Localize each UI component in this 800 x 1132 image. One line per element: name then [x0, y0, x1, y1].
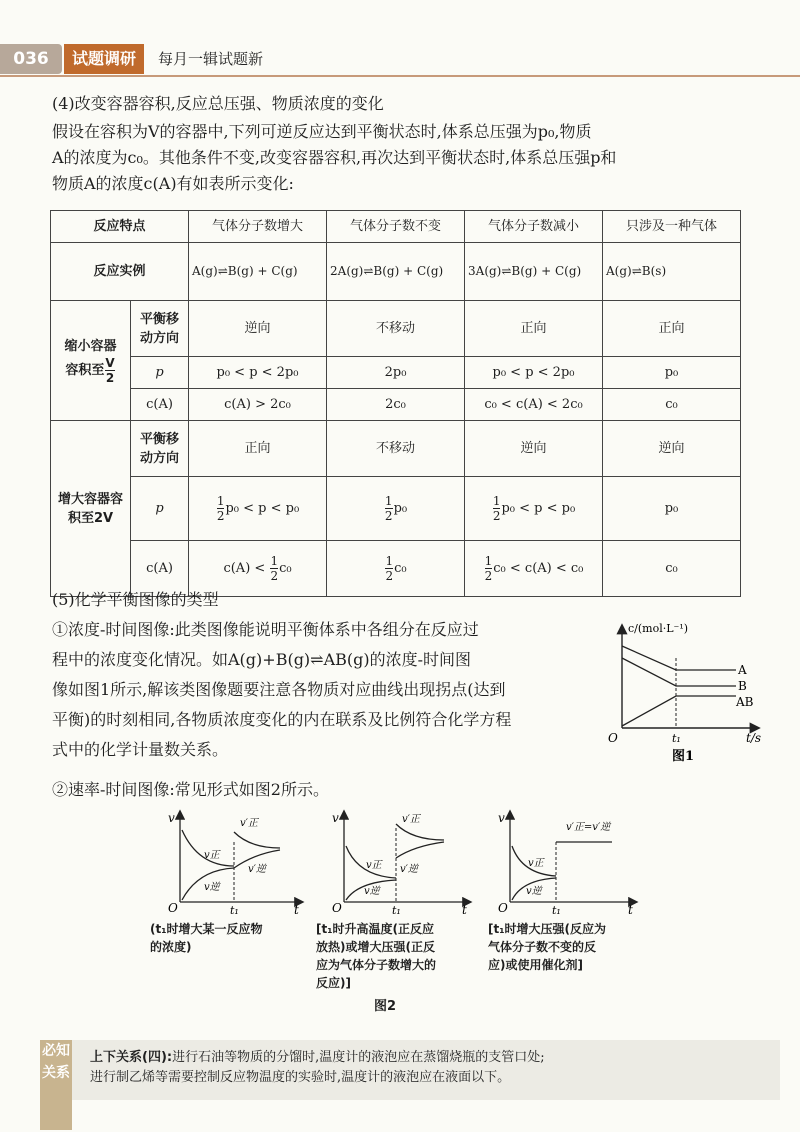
series-B-line: [622, 658, 736, 686]
table-cell: A(g)⇌B(s): [603, 243, 741, 301]
figure-2-graph-3: [494, 806, 644, 918]
section5-para-line: 程中的浓度变化情况。如A(g)+B(g)⇌AB(g)的浓度-时间图: [52, 650, 472, 669]
footer-side-label: 必知关系: [40, 1040, 72, 1130]
table-cell: c₀: [603, 389, 741, 421]
footer-text: [90, 1048, 780, 1088]
v-axis-label: v: [168, 811, 175, 825]
cell-text: p₀: [393, 501, 408, 516]
shrink-row-label: [51, 301, 131, 421]
caption-line: 反应)]: [316, 976, 351, 990]
table-cell: 气体分子数增大: [189, 211, 327, 243]
table-cell: 气体分子数不变: [327, 211, 465, 243]
fraction: [385, 494, 393, 523]
table-cell: 正向: [603, 301, 741, 357]
table-header-cell: c(A): [131, 541, 189, 597]
fraction-numerator: 1: [270, 554, 279, 568]
t-axis-label: t: [294, 903, 299, 917]
v-forward-prime-label: v′正: [240, 818, 258, 829]
table-cell: 气体分子数减小: [465, 211, 603, 243]
fraction: [105, 356, 114, 385]
figure-1-caption: 图1: [672, 749, 695, 764]
table-cell: p₀ < p < 2p₀: [189, 357, 327, 389]
t1-label: t₁: [230, 904, 239, 917]
table-cell: [327, 477, 465, 541]
header-rule: [0, 75, 800, 77]
section4-para-line: 物质A的浓度c(A)有如表所示变化:: [52, 174, 294, 193]
figure-2-caption-2: [316, 920, 486, 992]
table-cell: [465, 477, 603, 541]
section4-para-line: 假设在容积为V的容器中,下列可逆反应达到平衡状态时,体系总压强为p₀,物质: [52, 122, 592, 141]
cell-text: c₀: [279, 561, 292, 576]
table-cell: 逆向: [603, 421, 741, 477]
table-header-cell: 平衡移动方向: [131, 421, 189, 477]
table-cell: [189, 477, 327, 541]
table-row: [51, 211, 741, 243]
table-cell: 正向: [465, 301, 603, 357]
table-header-cell: c(A): [131, 389, 189, 421]
table-header-cell: 平衡移动方向: [131, 301, 189, 357]
v-forward-label: v正: [204, 850, 220, 861]
fraction-denominator: 2: [384, 509, 393, 523]
fraction-denominator: 2: [484, 569, 493, 583]
fraction-numerator: 1: [216, 494, 225, 508]
figure-2-graph-2: [328, 806, 478, 918]
fraction-denominator: 2: [385, 569, 394, 583]
caption-line: 的浓度): [150, 940, 192, 954]
footer-line: 进行制乙烯等需要控制反应物温度的实验时,温度计的液泡应在液面以下。: [90, 1070, 511, 1085]
fraction-denominator: 2: [105, 370, 115, 385]
figure-2-caption-1: [150, 920, 310, 956]
table-cell: p₀: [603, 477, 741, 541]
table-cell: 2p₀: [327, 357, 465, 389]
caption-line: 应)或使用催化剂]: [488, 958, 583, 972]
table-cell: 2c₀: [327, 389, 465, 421]
table-row: [51, 421, 741, 477]
t1-label: t₁: [672, 732, 681, 745]
table-cell: c₀ < c(A) < 2c₀: [465, 389, 603, 421]
t1-label: t₁: [392, 904, 401, 917]
fraction: [217, 494, 225, 523]
table-row: [51, 477, 741, 541]
pressure-concentration-table: [50, 210, 741, 597]
figure-2-title: 图2: [374, 999, 397, 1014]
header-tagline: 每月一辑试题新: [158, 50, 264, 68]
v-forward-prime-label: v′正: [402, 814, 420, 825]
t-axis-label: t: [628, 903, 633, 917]
table-cell: p₀ < p < 2p₀: [465, 357, 603, 389]
table-cell: 只涉及一种气体: [603, 211, 741, 243]
fraction: [385, 554, 393, 583]
v-axis-label: v: [498, 811, 505, 825]
equal-rate-label: v′正=v′逆: [566, 822, 611, 833]
caption-line: (t₁时增大某一反应物: [150, 922, 263, 936]
table-cell: 不移动: [327, 421, 465, 477]
section5-para-2: ②速率-时间图像:常见形式如图2所示。: [52, 780, 329, 799]
table-cell: c₀: [603, 541, 741, 597]
caption-line: 放热)或增大压强(正反: [316, 940, 435, 954]
table-cell: 正向: [189, 421, 327, 477]
fraction-numerator: 1: [492, 494, 501, 508]
v-reverse-label: v逆: [526, 886, 542, 897]
shrink-label-text: 缩小容器: [64, 338, 117, 354]
cell-text: c(A) <: [223, 561, 270, 576]
shrink-label-text: 容积至: [65, 362, 105, 378]
origin-label: O: [332, 901, 342, 915]
caption-line: [t₁时升高温度(正反应: [316, 922, 434, 936]
series-A-label: A: [738, 663, 747, 677]
fraction: [493, 494, 501, 523]
series-AB-label: AB: [736, 695, 754, 709]
section5-para-line: 式中的化学计量数关系。: [52, 740, 229, 759]
origin-label: O: [608, 731, 618, 745]
v-forward-label: v正: [366, 860, 382, 871]
table-cell: A(g)⇌B(g) + C(g): [189, 243, 327, 301]
fraction-denominator: 2: [492, 509, 501, 523]
table-header-cell: 反应实例: [51, 243, 189, 301]
section-badge: 试题调研: [64, 44, 144, 74]
table-cell: 逆向: [189, 301, 327, 357]
y-axis-label: c/(mol·L⁻¹): [628, 622, 689, 635]
caption-line: 应为气体分子数增大的: [316, 958, 437, 972]
t1-label: t₁: [552, 904, 561, 917]
table-header-cell: p: [131, 477, 189, 541]
t-axis-label: t: [462, 903, 467, 917]
table-cell: 3A(g)⇌B(g) + C(g): [465, 243, 603, 301]
section5-heading: (5)化学平衡图像的类型: [52, 590, 219, 609]
fraction-numerator: V: [105, 355, 115, 370]
table-header-cell: 反应特点: [51, 211, 189, 243]
fraction-denominator: 2: [216, 509, 225, 523]
footer-title: 上下关系(四):: [90, 1050, 173, 1065]
table-cell: [327, 541, 465, 597]
fraction: [270, 554, 278, 583]
origin-label: O: [498, 901, 508, 915]
table-cell: c(A) > 2c₀: [189, 389, 327, 421]
cell-text: p₀ < p < p₀: [225, 501, 300, 516]
fraction: [485, 554, 493, 583]
cell-text: p₀ < p < p₀: [501, 501, 576, 516]
table-cell: 逆向: [465, 421, 603, 477]
expand-row-label: 增大容器容积至2V: [51, 421, 131, 597]
section4-heading: (4)改变容器容积,反应总压强、物质浓度的变化: [52, 94, 384, 113]
table-row: [51, 301, 741, 357]
fraction-numerator: 1: [484, 554, 493, 568]
v-reverse-prime-label: v′逆: [400, 864, 418, 875]
table-header-cell: p: [131, 357, 189, 389]
table-cell: 不移动: [327, 301, 465, 357]
origin-label: O: [168, 901, 178, 915]
v-forward-label: v正: [528, 858, 544, 869]
figure-2-graph-1: [158, 806, 308, 918]
footer-line: 进行石油等物质的分馏时,温度计的液泡应在蒸馏烧瓶的支管口处;: [172, 1050, 545, 1065]
v-axis-label: v: [332, 811, 339, 825]
table-row: [51, 389, 741, 421]
series-B-label: B: [738, 679, 747, 693]
v-reverse-prime-label: v′逆: [248, 864, 266, 875]
caption-line: [t₁时增大压强(反应为: [488, 922, 606, 936]
section5-para-line: 像如图1所示,解该类图像题要注意各物质对应曲线出现拐点(达到: [52, 680, 506, 699]
series-AB-line: [622, 696, 736, 726]
section5-para-line: ①浓度-时间图像:此类图像能说明平衡体系中各组分在反应过: [52, 620, 479, 639]
fraction-numerator: 1: [384, 494, 393, 508]
cell-text: c₀ < c(A) < c₀: [493, 561, 584, 576]
x-axis-label: t/s: [746, 731, 762, 745]
page-number: 036: [0, 44, 62, 74]
fraction-denominator: 2: [270, 569, 279, 583]
section5-para-line: 平衡)的时刻相同,各物质浓度变化的内在联系及比例符合化学方程: [52, 710, 512, 729]
table-row: [51, 243, 741, 301]
table-cell: 2A(g)⇌B(g) + C(g): [327, 243, 465, 301]
page-header: [0, 0, 800, 80]
fraction-numerator: 1: [385, 554, 394, 568]
figure-1-concentration-time: [608, 618, 768, 764]
table-cell: [465, 541, 603, 597]
cell-text: c₀: [394, 561, 407, 576]
table-cell: p₀: [603, 357, 741, 389]
v-forward-prime-curve: [234, 832, 280, 848]
figure-2-caption-3: [488, 920, 658, 974]
table-row: [51, 357, 741, 389]
caption-line: 气体分子数不变的反: [488, 940, 597, 954]
v-reverse-label: v逆: [204, 882, 220, 893]
v-reverse-label: v逆: [364, 886, 380, 897]
section4-para-line: A的浓度为c₀。其他条件不变,改变容器容积,再次达到平衡状态时,体系总压强p和: [52, 148, 617, 167]
